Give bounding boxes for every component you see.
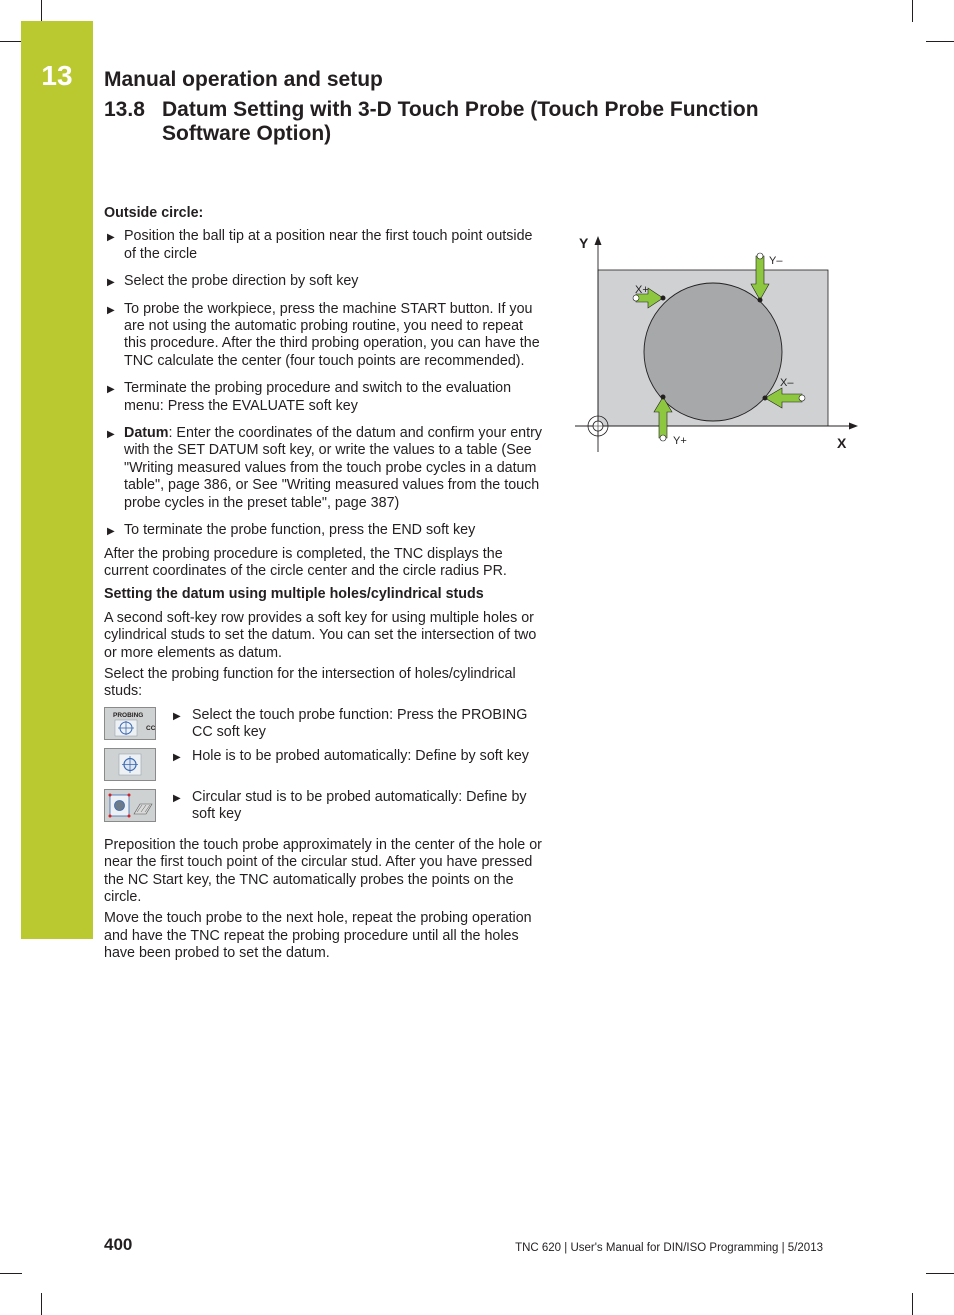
list-item xyxy=(104,273,544,290)
softkey-row xyxy=(104,707,544,748)
crop-mark xyxy=(0,1273,22,1274)
softkey-row xyxy=(104,748,544,789)
softkey-instruction xyxy=(173,788,537,824)
probing-figure xyxy=(570,232,860,457)
probe-label-x-minus: X– xyxy=(780,377,794,389)
section-number: 13.8 xyxy=(104,98,145,121)
hole-softkey-icon xyxy=(105,749,155,780)
chapter-sidebar xyxy=(21,21,93,939)
y-axis-arrowhead xyxy=(595,236,602,245)
softkey-instruction-text: Hole is to be probed automatically: Define by soft key xyxy=(192,747,529,764)
section-title: Datum Setting with 3-D Touch Probe (Touch Probe Function Software Option) xyxy=(162,98,759,145)
list-item-text: To probe the workpiece, press the machine START button. If you are not using the automatic probing routine, you need to repeat this procedure. After the third probing operation, you can have the TNC calculate the center (four touch points are recommended). xyxy=(124,300,540,369)
list-item-text: To terminate the probe function, press the END soft key xyxy=(124,522,476,539)
list-item xyxy=(104,380,544,415)
multiple-holes-heading: Setting the datum using multiple holes/cylindrical studs xyxy=(104,586,484,603)
page-number: 400 xyxy=(104,1235,133,1254)
list-item-text: Position the ball tip at a position near the first touch point outside of the circle xyxy=(124,228,533,262)
after-probing-text: After the probing procedure is completed, the TNC displays the current coordinates of the circle center and the circle radius PR. xyxy=(104,545,507,579)
softkey-instruction xyxy=(173,706,537,742)
softkey-instruction-text: Select the touch probe function: Press the PROBING CC soft key xyxy=(192,706,528,741)
footer-manual-info: TNC 620 | User's Manual for DIN/ISO Programming | 5/2013 xyxy=(515,1242,823,1254)
crop-mark xyxy=(926,1273,954,1274)
x-axis-arrowhead xyxy=(849,423,858,430)
stud-softkey[interactable] xyxy=(104,789,156,822)
chapter-number: 13 xyxy=(41,60,73,91)
probe-label-x-plus: X+ xyxy=(635,284,649,296)
axis-label-x: X xyxy=(837,435,847,451)
list-item-text: : Enter the coordinates of the datum and confirm your entry with the SET DATUM soft key, or write the values to a table (See "Writing measured values from the touch probe cycles in a datum table", page 386, or See "Writing measured values from the touch probe cycles in the preset table", page 387) xyxy=(124,425,542,511)
next-hole-text: Move the touch probe to the next hole, repeat the probing operation and have the TNC repeat the probing procedure until all the holes have been probed to set the datum. xyxy=(104,910,532,962)
list-item xyxy=(104,301,544,371)
list-item xyxy=(104,228,544,263)
svg-text:CC: CC xyxy=(146,724,155,732)
datum-label: Datum xyxy=(124,425,169,442)
softkey-instruction-text: Circular stud is to be probed automatically: Define by soft key xyxy=(192,788,527,823)
outside-circle-heading: Outside circle: xyxy=(104,205,204,221)
bullet-arrow-icon: ▶ xyxy=(173,710,181,722)
bullet-arrow-icon: ▶ xyxy=(107,429,115,441)
probing-cc-softkey[interactable] xyxy=(104,707,156,740)
probe-label-y-minus: Y– xyxy=(769,255,783,267)
bullet-arrow-icon: ▶ xyxy=(107,526,115,538)
bullet-arrow-icon: ▶ xyxy=(173,751,181,763)
axis-label-y: Y xyxy=(579,235,589,251)
probing-cc-softkey-icon xyxy=(105,708,155,739)
multiple-holes-para: Select the probing function for the intersection of holes/cylindrical studs: xyxy=(104,665,516,700)
chapter-title: Manual operation and setup xyxy=(104,68,383,91)
bullet-arrow-icon: ▶ xyxy=(107,232,115,244)
crop-mark xyxy=(926,41,954,42)
bullet-arrow-icon: ▶ xyxy=(173,792,181,804)
crop-mark xyxy=(912,0,913,22)
crop-mark xyxy=(912,1293,913,1315)
softkey-instruction xyxy=(173,747,537,765)
softkey-row xyxy=(104,789,544,837)
list-item xyxy=(104,522,544,539)
crop-mark xyxy=(41,1293,42,1315)
svg-text:PROBING: PROBING xyxy=(113,711,144,719)
list-item-text: Select the probe direction by soft key xyxy=(124,273,359,290)
multiple-holes-para: A second soft-key row provides a soft key for using multiple holes or cylindrical studs to set the datum. You can set the intersection of two or more elements as datum. xyxy=(104,609,537,661)
bullet-arrow-icon: ▶ xyxy=(107,384,115,396)
list-item xyxy=(104,425,544,512)
crop-mark xyxy=(41,0,42,22)
preposition-text: Preposition the touch probe approximately in the center of the hole or near the first touch point of the circular stud. After you have pressed the NC Start key, the TNC automatically probes the points on the circle. xyxy=(104,836,542,905)
stud-softkey-icon xyxy=(105,790,155,821)
main-content xyxy=(104,205,544,967)
bullet-arrow-icon: ▶ xyxy=(107,304,115,316)
hole-softkey[interactable] xyxy=(104,748,156,781)
probe-label-y-plus: Y+ xyxy=(673,435,687,447)
list-item-text: Terminate the probing procedure and switch to the evaluation menu: Press the EVALUATE soft key xyxy=(124,380,512,414)
crop-mark xyxy=(0,41,22,42)
bullet-arrow-icon: ▶ xyxy=(107,277,115,289)
